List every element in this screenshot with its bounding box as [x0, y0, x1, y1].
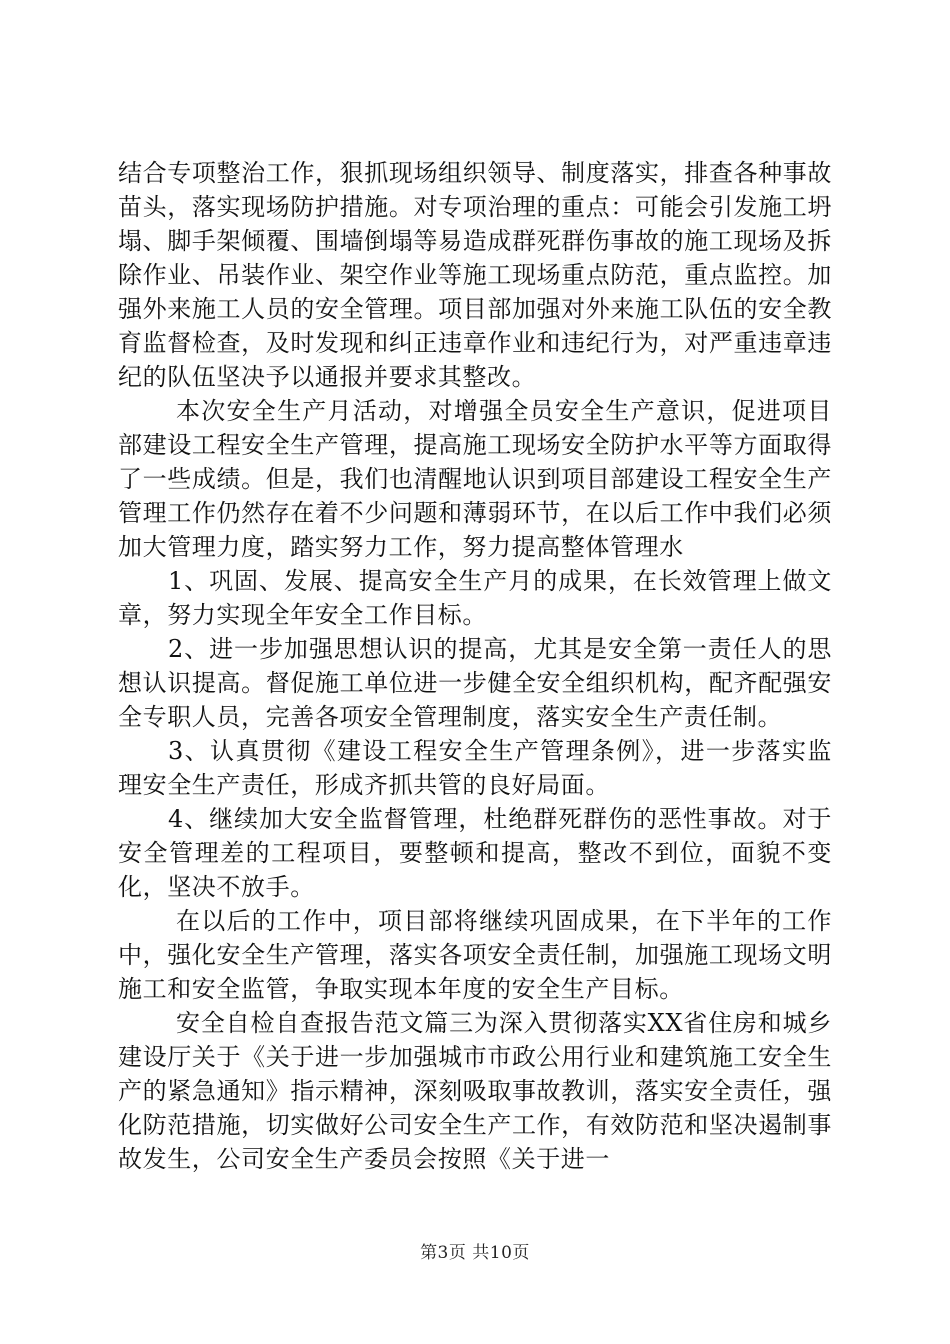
paragraph-item-4: 4、继续加大安全监督管理，杜绝群死群伤的恶性事故。对于安全管理差的工程项目，要整顿和提高，整改不到位，面貌不变化，坚决不放手。 — [118, 805, 832, 901]
paragraph-item-2: 2、进一步加强思想认识的提高，尤其是安全第一责任人的思想认识提高。督促施工单位进一步健全安全组织机构，配齐配强安全专职人员，完善各项安全管理制度，落实安全生产责任制。 — [118, 635, 832, 731]
paragraph-item-1: 1、巩固、发展、提高安全生产月的成果，在长效管理上做文章，努力实现全年安全工作目标。 — [118, 567, 832, 629]
page-number-footer: 第3页 共10页 — [420, 1243, 530, 1263]
document-body — [118, 156, 832, 1176]
paragraph-report-three: 安全自检自查报告范文篇三为深入贯彻落实XX省住房和城乡建设厅关于《关于进一步加强城市市政公用行业和建筑施工安全生产的紧急通知》指示精神，深刻吸取事故教训，落实安全责任，强化防范措施，切实做好公司安全生产工作，有效防范和坚决遏制事故发生，公司安全生产委员会按照《关于进一 — [118, 1009, 832, 1173]
paragraph-special-rectification: 结合专项整治工作，狠抓现场组织领导、制度落实，排查各种事故苗头，落实现场防护措施。对专项治理的重点：可能会引发施工坍塌、脚手架倾覆、围墙倒塌等易造成群死群伤事故的施工现场及拆除作业、吊装作业、架空作业等施工现场重点防范，重点监控。加强外来施工人员的安全管理。项目部加强对外来施工队伍的安全教育监督检查，及时发现和纠正违章作业和违纪行为，对严重违章违纪的队伍坚决予以通报并要求其整改。 — [118, 159, 832, 391]
paragraph-item-3: 3、认真贯彻《建设工程安全生产管理条例》，进一步落实监理安全生产责任，形成齐抓共管的良好局面。 — [118, 737, 832, 799]
paragraph-safety-month-summary: 本次安全生产月活动，对增强全员安全生产意识，促进项目部建设工程安全生产管理，提高施工现场安全防护水平等方面取得了一些成绩。但是，我们也清醒地认识到项目部建设工程安全生产管理工作仍然存在着不少问题和薄弱环节，在以后工作中我们必须加大管理力度，踏实努力工作，努力提高整体管理水 — [118, 397, 832, 561]
paragraph-future-work: 在以后的工作中，项目部将继续巩固成果，在下半年的工作中，强化安全生产管理，落实各项安全责任制，加强施工现场文明施工和安全监管，争取实现本年度的安全生产目标。 — [118, 907, 832, 1003]
